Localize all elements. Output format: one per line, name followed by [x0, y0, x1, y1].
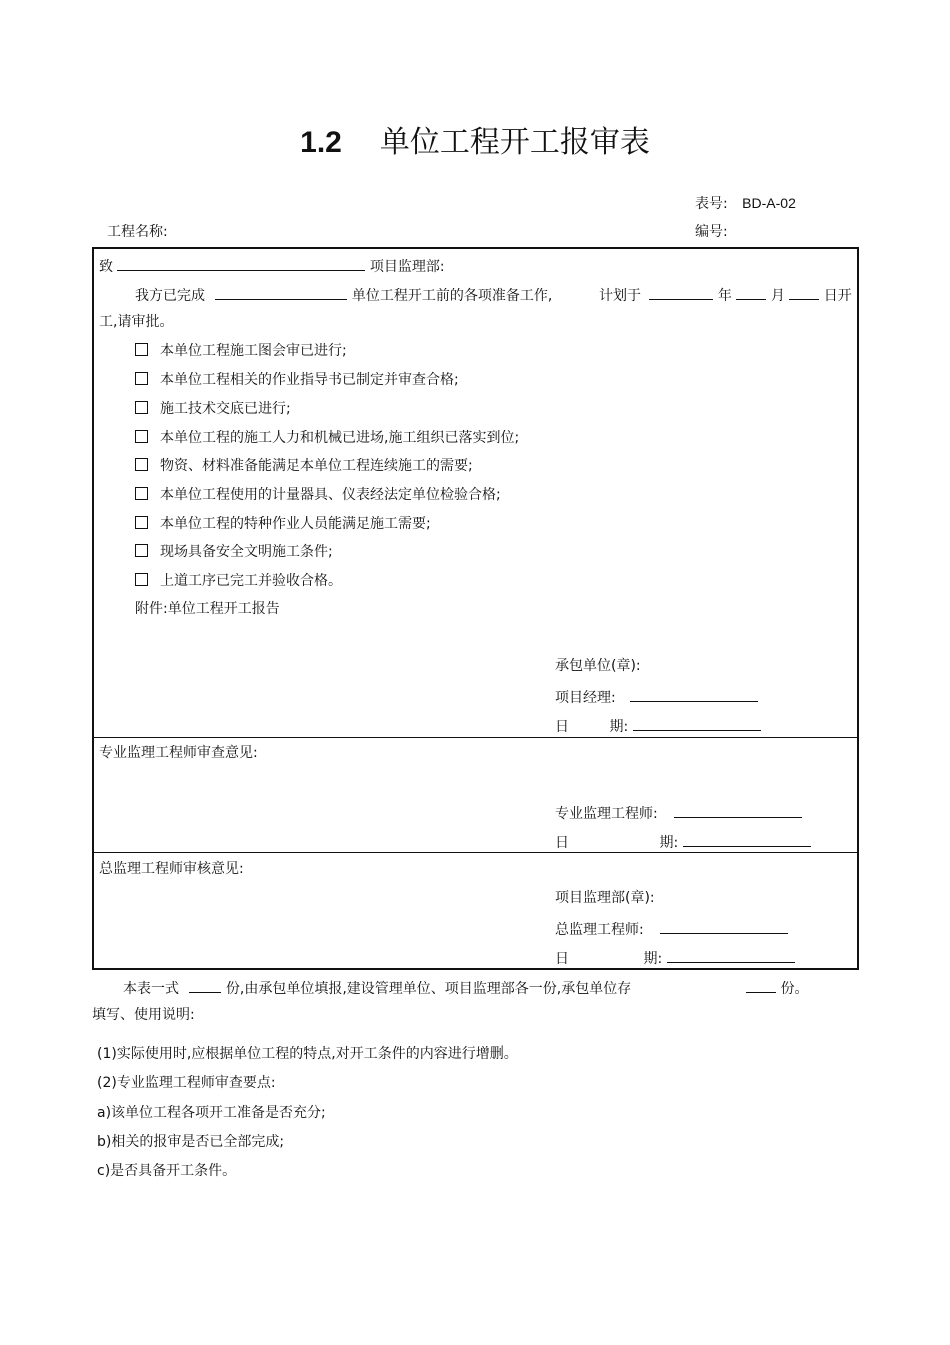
- body-b: 单位工程开工前的各项准备工作,: [351, 288, 553, 304]
- supervision-dept-seal-label: 项目监理部(章):: [555, 890, 655, 906]
- copies-c: 份。: [780, 981, 809, 997]
- title-number: 1.2: [300, 126, 342, 159]
- body-c: 计划于: [599, 288, 641, 304]
- checklist-item: 物资、材料准备能满足本单位工程连续施工的需要;: [135, 458, 473, 473]
- copies-a: 本表一式: [123, 981, 179, 997]
- year-blank[interactable]: [649, 286, 713, 300]
- chief-engineer-blank[interactable]: [660, 920, 788, 934]
- year-label: 年: [717, 288, 732, 304]
- checkbox[interactable]: [135, 487, 148, 500]
- checkbox[interactable]: [135, 544, 148, 557]
- specialist-engineer-line: [555, 804, 802, 821]
- manager-blank[interactable]: [630, 688, 758, 702]
- copies-b: 份,由承包单位填报,建设管理单位、项目监理部各一份,承包单位存: [225, 981, 632, 997]
- instruction-note: (2)专业监理工程师审查要点:: [97, 1075, 276, 1091]
- form-number-label: 表号:: [695, 196, 728, 212]
- checkbox[interactable]: [135, 372, 148, 385]
- date-char-a: 日: [555, 835, 569, 851]
- form-number-value: BD-A-02: [742, 195, 796, 211]
- instruction-note: (1)实际使用时,应根据单位工程的特点,对开工条件的内容进行增删。: [97, 1046, 518, 1062]
- specialist-date-line: [555, 833, 811, 850]
- chief-engineer-line: [555, 920, 788, 937]
- body-a: 我方已完成: [135, 288, 205, 304]
- checklist-item: 本单位工程使用的计量器具、仪表经法定单位检验合格;: [135, 487, 501, 502]
- date-char-b: 期:: [659, 835, 679, 851]
- specialist-date-blank[interactable]: [683, 833, 811, 847]
- completion-line: [135, 286, 552, 303]
- manager-label: 项目经理:: [555, 690, 616, 706]
- attachment-note: 附件:单位工程开工报告: [135, 601, 280, 617]
- checkbox[interactable]: [135, 458, 148, 471]
- checklist-item: 本单位工程的施工人力和机械已进场,施工组织已落实到位;: [135, 430, 519, 445]
- page-title: [0, 125, 950, 160]
- checklist-item: 本单位工程的特种作业人员能满足施工需要;: [135, 516, 431, 531]
- recipient-blank[interactable]: [117, 257, 365, 271]
- checkbox[interactable]: [135, 516, 148, 529]
- checklist-item: 施工技术交底已进行;: [135, 401, 291, 416]
- chief-opinion-heading: 总监理工程师审核意见:: [99, 861, 244, 877]
- to-prefix: 致: [99, 259, 113, 275]
- month-blank[interactable]: [736, 286, 766, 300]
- copies-total-blank[interactable]: [189, 979, 221, 993]
- form-number: [695, 196, 796, 211]
- chief-date-line: [555, 949, 795, 966]
- title-text: 单位工程开工报审表: [379, 125, 650, 160]
- checklist-item: 本单位工程施工图会审已进行;: [135, 343, 347, 358]
- date-char-b: 期:: [643, 951, 663, 967]
- date-char-b: 期:: [609, 719, 629, 735]
- project-name-label: 工程名称:: [107, 224, 168, 240]
- date-char-a: 日: [555, 951, 569, 967]
- day-blank[interactable]: [789, 286, 819, 300]
- to-suffix: 项目监理部:: [369, 259, 445, 275]
- approval-request: 工,请审批。: [99, 314, 174, 330]
- copies-line: [123, 979, 631, 996]
- checklist-item: 现场具备安全文明施工条件;: [135, 544, 333, 559]
- instruction-note: a)该单位工程各项开工准备是否充分;: [97, 1105, 326, 1121]
- chief-engineer-label: 总监理工程师:: [555, 922, 644, 938]
- checklist-item: 本单位工程相关的作业指导书已制定并审查合格;: [135, 372, 459, 387]
- project-manager-line: [555, 688, 758, 705]
- plan-date-line: [599, 286, 852, 303]
- contractor-date-line: [555, 717, 761, 734]
- instruction-note: c)是否具备开工条件。: [97, 1163, 237, 1179]
- unit-project-blank[interactable]: [215, 286, 347, 300]
- copies-end: [746, 979, 808, 996]
- section-divider: [94, 737, 857, 738]
- specialist-opinion-heading: 专业监理工程师审查意见:: [99, 745, 258, 761]
- checkbox[interactable]: [135, 401, 148, 414]
- instruction-note: b)相关的报审是否已全部完成;: [97, 1134, 285, 1150]
- checklist-item: 上道工序已完工并验收合格。: [135, 573, 342, 588]
- date-char-a: 日: [555, 719, 569, 735]
- chief-date-blank[interactable]: [667, 949, 795, 963]
- copies-retained-blank[interactable]: [746, 979, 776, 993]
- specialist-engineer-label: 专业监理工程师:: [555, 806, 658, 822]
- checkbox[interactable]: [135, 343, 148, 356]
- contractor-date-blank[interactable]: [633, 717, 761, 731]
- checkbox[interactable]: [135, 573, 148, 586]
- checkbox[interactable]: [135, 430, 148, 443]
- recipient-line: [99, 257, 445, 274]
- specialist-engineer-blank[interactable]: [674, 804, 802, 818]
- serial-number-label: 编号:: [695, 224, 728, 240]
- instructions-title: 填写、使用说明:: [92, 1007, 195, 1023]
- section-divider: [94, 852, 857, 853]
- day-start-label: 日开: [823, 288, 852, 304]
- month-label: 月: [770, 288, 785, 304]
- contractor-seal-label: 承包单位(章):: [555, 658, 641, 674]
